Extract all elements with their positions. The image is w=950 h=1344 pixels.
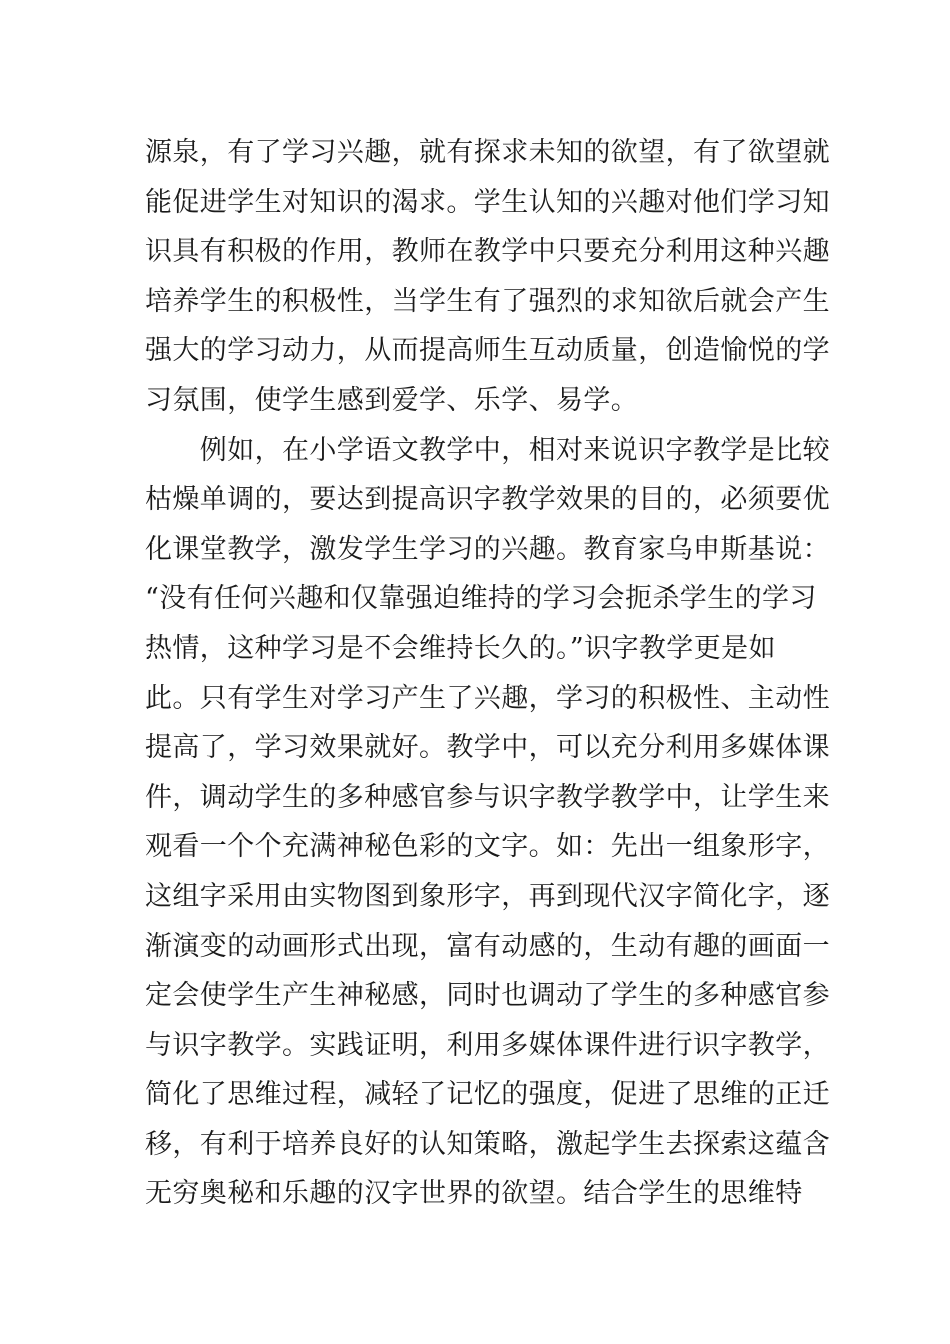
text-line: 这组字采用由实物图到象形字，再到现代汉字简化字，逐 xyxy=(145,880,830,912)
text-line: “没有任何兴趣和仅靠强迫维持的学习会扼杀学生的学习 xyxy=(145,583,817,615)
text-line: 移，有利于培养良好的认知策略，激起学生去探索这蕴含 xyxy=(145,1128,830,1160)
text-line: 源泉，有了学习兴趣，就有探求未知的欲望，有了欲望就 xyxy=(145,137,830,168)
text-line: 提高了，学习效果就好。教学中，可以充分利用多媒体课 xyxy=(145,732,830,764)
text-line: 枯燥单调的，要达到提高识字教学效果的目的，必须要优 xyxy=(145,484,830,516)
text-line: 热情，这种学习是不会维持长久的。”识字教学更是如 xyxy=(145,632,776,664)
text-line: 识具有积极的作用，教师在教学中只要充分利用这种兴趣 xyxy=(145,236,830,268)
text-line: 无穷奥秘和乐趣的汉字世界的欲望。结合学生的思维特 xyxy=(145,1178,803,1210)
text-line: 此。只有学生对学习产生了兴趣，学习的积极性、主动性 xyxy=(145,682,830,714)
text-line: 与识字教学。实践证明，利用多媒体课件进行识字教学， xyxy=(145,1029,830,1061)
text-line: 渐演变的动画形式出现，富有动感的，生动有趣的画面一 xyxy=(145,930,830,962)
text-line: 化课堂教学，激发学生学习的兴趣。教育家乌申斯基说： xyxy=(145,533,830,565)
text-line: 强大的学习动力，从而提高师生互动质量，创造愉悦的学 xyxy=(145,335,830,367)
text-line: 例如，在小学语文教学中，相对来说识字教学是比较 xyxy=(145,434,830,466)
text-line: 培养学生的积极性，当学生有了强烈的求知欲后就会产生 xyxy=(145,285,830,317)
text-line: 定会使学生产生神秘感，同时也调动了学生的多种感官参 xyxy=(145,980,830,1012)
text-line: 简化了思维过程，减轻了记忆的强度，促进了思维的正迁 xyxy=(145,1079,830,1111)
text-line: 观看一个个充满神秘色彩的文字。如：先出一组象形字， xyxy=(145,831,830,863)
text-line: 件，调动学生的多种感官参与识字教学教学中，让学生来 xyxy=(145,781,830,813)
text-line: 能促进学生对知识的渴求。学生认知的兴趣对他们学习知 xyxy=(145,186,830,218)
body-text xyxy=(145,128,830,1219)
text-line: 习氛围，使学生感到爱学、乐学、易学。 xyxy=(145,384,639,416)
